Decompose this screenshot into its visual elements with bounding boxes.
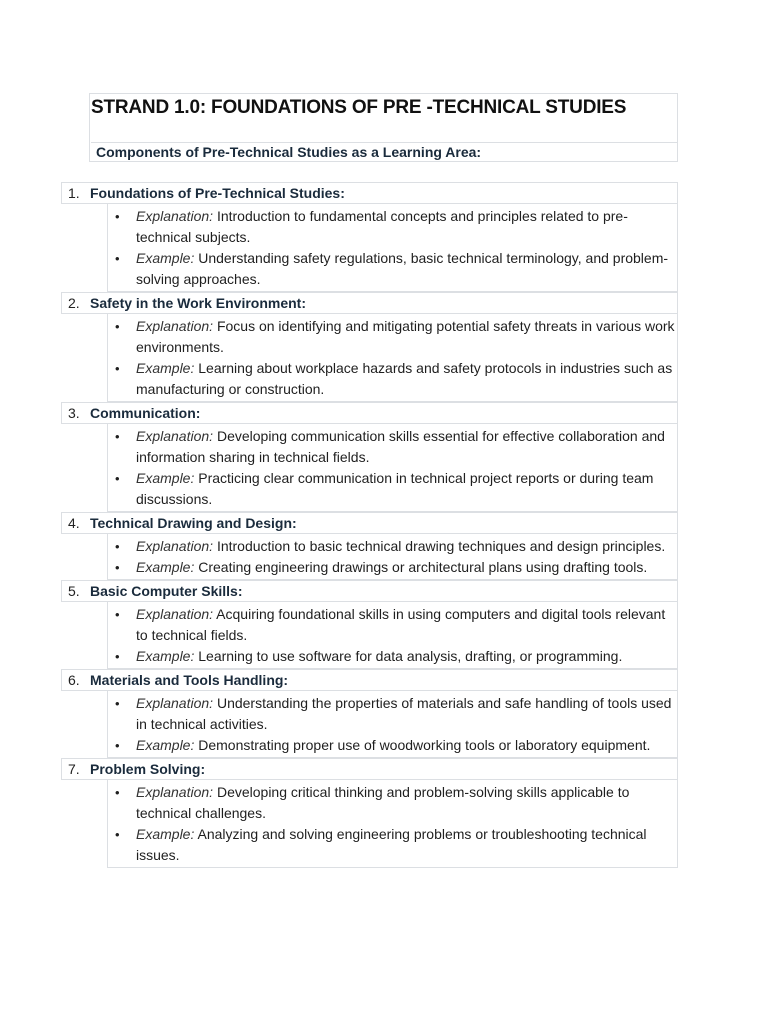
list-item-heading bbox=[61, 580, 678, 602]
item-number: 3. bbox=[68, 405, 80, 421]
explanation-text: Understanding the properties of materials and safe handling of tools used in technical activities. bbox=[136, 695, 672, 732]
list-item-details bbox=[107, 780, 678, 868]
bullet-dot-icon: • bbox=[115, 560, 120, 575]
item-number: 7. bbox=[68, 761, 80, 777]
example-text: Learning to use software for data analysis, drafting, or programming. bbox=[194, 648, 623, 664]
bullet-dot-icon: • bbox=[115, 649, 120, 664]
explanation-bullet bbox=[108, 693, 675, 735]
item-title: Basic Computer Skills: bbox=[90, 583, 243, 599]
bullet-dot-icon: • bbox=[115, 539, 120, 554]
components-list bbox=[61, 182, 678, 868]
explanation-label: Explanation: bbox=[136, 318, 214, 334]
bullet-dot-icon: • bbox=[115, 361, 120, 376]
example-label: Example: bbox=[136, 648, 195, 664]
example-bullet bbox=[108, 468, 675, 510]
explanation-text: Introduction to basic technical drawing techniques and design principles. bbox=[213, 538, 666, 554]
explanation-text: Focus on identifying and mitigating potential safety threats in various work environments. bbox=[136, 318, 675, 355]
item-title: Materials and Tools Handling: bbox=[90, 672, 289, 688]
example-label: Example: bbox=[136, 826, 195, 842]
bullet-dot-icon: • bbox=[115, 696, 120, 711]
item-title: Problem Solving: bbox=[90, 761, 206, 777]
list-item-details bbox=[107, 424, 678, 512]
bullet-dot-icon: • bbox=[115, 607, 120, 622]
example-bullet bbox=[108, 646, 675, 667]
explanation-bullet bbox=[108, 206, 675, 248]
example-text: Analyzing and solving engineering problems or troubleshooting technical issues. bbox=[136, 826, 647, 863]
example-text: Practicing clear communication in technical project reports or during team discussions. bbox=[136, 470, 654, 507]
bullet-dot-icon: • bbox=[115, 429, 120, 444]
list-item-heading bbox=[61, 182, 678, 204]
list-item-heading bbox=[61, 758, 678, 780]
explanation-label: Explanation: bbox=[136, 784, 214, 800]
list-item-heading bbox=[61, 292, 678, 314]
bullet-dot-icon: • bbox=[115, 209, 120, 224]
item-title: Safety in the Work Environment: bbox=[90, 295, 306, 311]
example-label: Example: bbox=[136, 559, 195, 575]
bullet-dot-icon: • bbox=[115, 471, 120, 486]
item-number: 2. bbox=[68, 295, 80, 311]
explanation-label: Explanation: bbox=[136, 208, 214, 224]
item-number: 4. bbox=[68, 515, 80, 531]
list-item-heading bbox=[61, 402, 678, 424]
example-label: Example: bbox=[136, 360, 195, 376]
example-label: Example: bbox=[136, 470, 195, 486]
explanation-text: Developing critical thinking and problem-solving skills applicable to technical challenges. bbox=[136, 784, 630, 821]
heading-box bbox=[89, 93, 678, 162]
example-text: Creating engineering drawings or architectural plans using drafting tools. bbox=[194, 559, 648, 575]
explanation-bullet bbox=[108, 604, 675, 646]
list-item-details bbox=[107, 534, 678, 580]
list-item-heading bbox=[61, 669, 678, 691]
explanation-bullet bbox=[108, 536, 675, 557]
explanation-label: Explanation: bbox=[136, 428, 214, 444]
example-text: Demonstrating proper use of woodworking tools or laboratory equipment. bbox=[194, 737, 651, 753]
list-item-heading bbox=[61, 512, 678, 534]
bullet-dot-icon: • bbox=[115, 738, 120, 753]
example-bullet bbox=[108, 735, 675, 756]
example-bullet bbox=[108, 248, 675, 290]
explanation-label: Explanation: bbox=[136, 538, 214, 554]
item-title: Foundations of Pre-Technical Studies: bbox=[90, 185, 345, 201]
item-number: 5. bbox=[68, 583, 80, 599]
bullet-dot-icon: • bbox=[115, 319, 120, 334]
bullet-dot-icon: • bbox=[115, 785, 120, 800]
example-label: Example: bbox=[136, 737, 195, 753]
explanation-bullet bbox=[108, 782, 675, 824]
explanation-text: Introduction to fundamental concepts and principles related to pre-technical subjects. bbox=[136, 208, 628, 245]
example-text: Learning about workplace hazards and safety protocols in industries such as manufacturing or construction. bbox=[136, 360, 673, 397]
example-bullet bbox=[108, 824, 675, 866]
list-item-details bbox=[107, 204, 678, 292]
explanation-label: Explanation: bbox=[136, 695, 214, 711]
item-number: 1. bbox=[68, 185, 80, 201]
explanation-bullet bbox=[108, 316, 675, 358]
example-label: Example: bbox=[136, 250, 195, 266]
item-title: Technical Drawing and Design: bbox=[90, 515, 297, 531]
bullet-dot-icon: • bbox=[115, 827, 120, 842]
explanation-text: Developing communication skills essential for effective collaboration and information sharing in technical fields. bbox=[136, 428, 665, 465]
list-item-details bbox=[107, 314, 678, 402]
bullet-dot-icon: • bbox=[115, 251, 120, 266]
item-title: Communication: bbox=[90, 405, 201, 421]
item-number: 6. bbox=[68, 672, 80, 688]
example-text: Understanding safety regulations, basic technical terminology, and problem-solving approaches. bbox=[136, 250, 669, 287]
example-bullet bbox=[108, 557, 675, 578]
page-title: STRAND 1.0: FOUNDATIONS OF PRE -TECHNICAL STUDIES bbox=[91, 97, 627, 118]
list-item-details bbox=[107, 602, 678, 669]
explanation-bullet bbox=[108, 426, 675, 468]
explanation-label: Explanation: bbox=[136, 606, 214, 622]
explanation-text: Acquiring foundational skills in using computers and digital tools relevant to technical fields. bbox=[136, 606, 666, 643]
page-subtitle: Components of Pre-Technical Studies as a Learning Area: bbox=[91, 142, 678, 162]
example-bullet bbox=[108, 358, 675, 400]
list-item-details bbox=[107, 691, 678, 758]
